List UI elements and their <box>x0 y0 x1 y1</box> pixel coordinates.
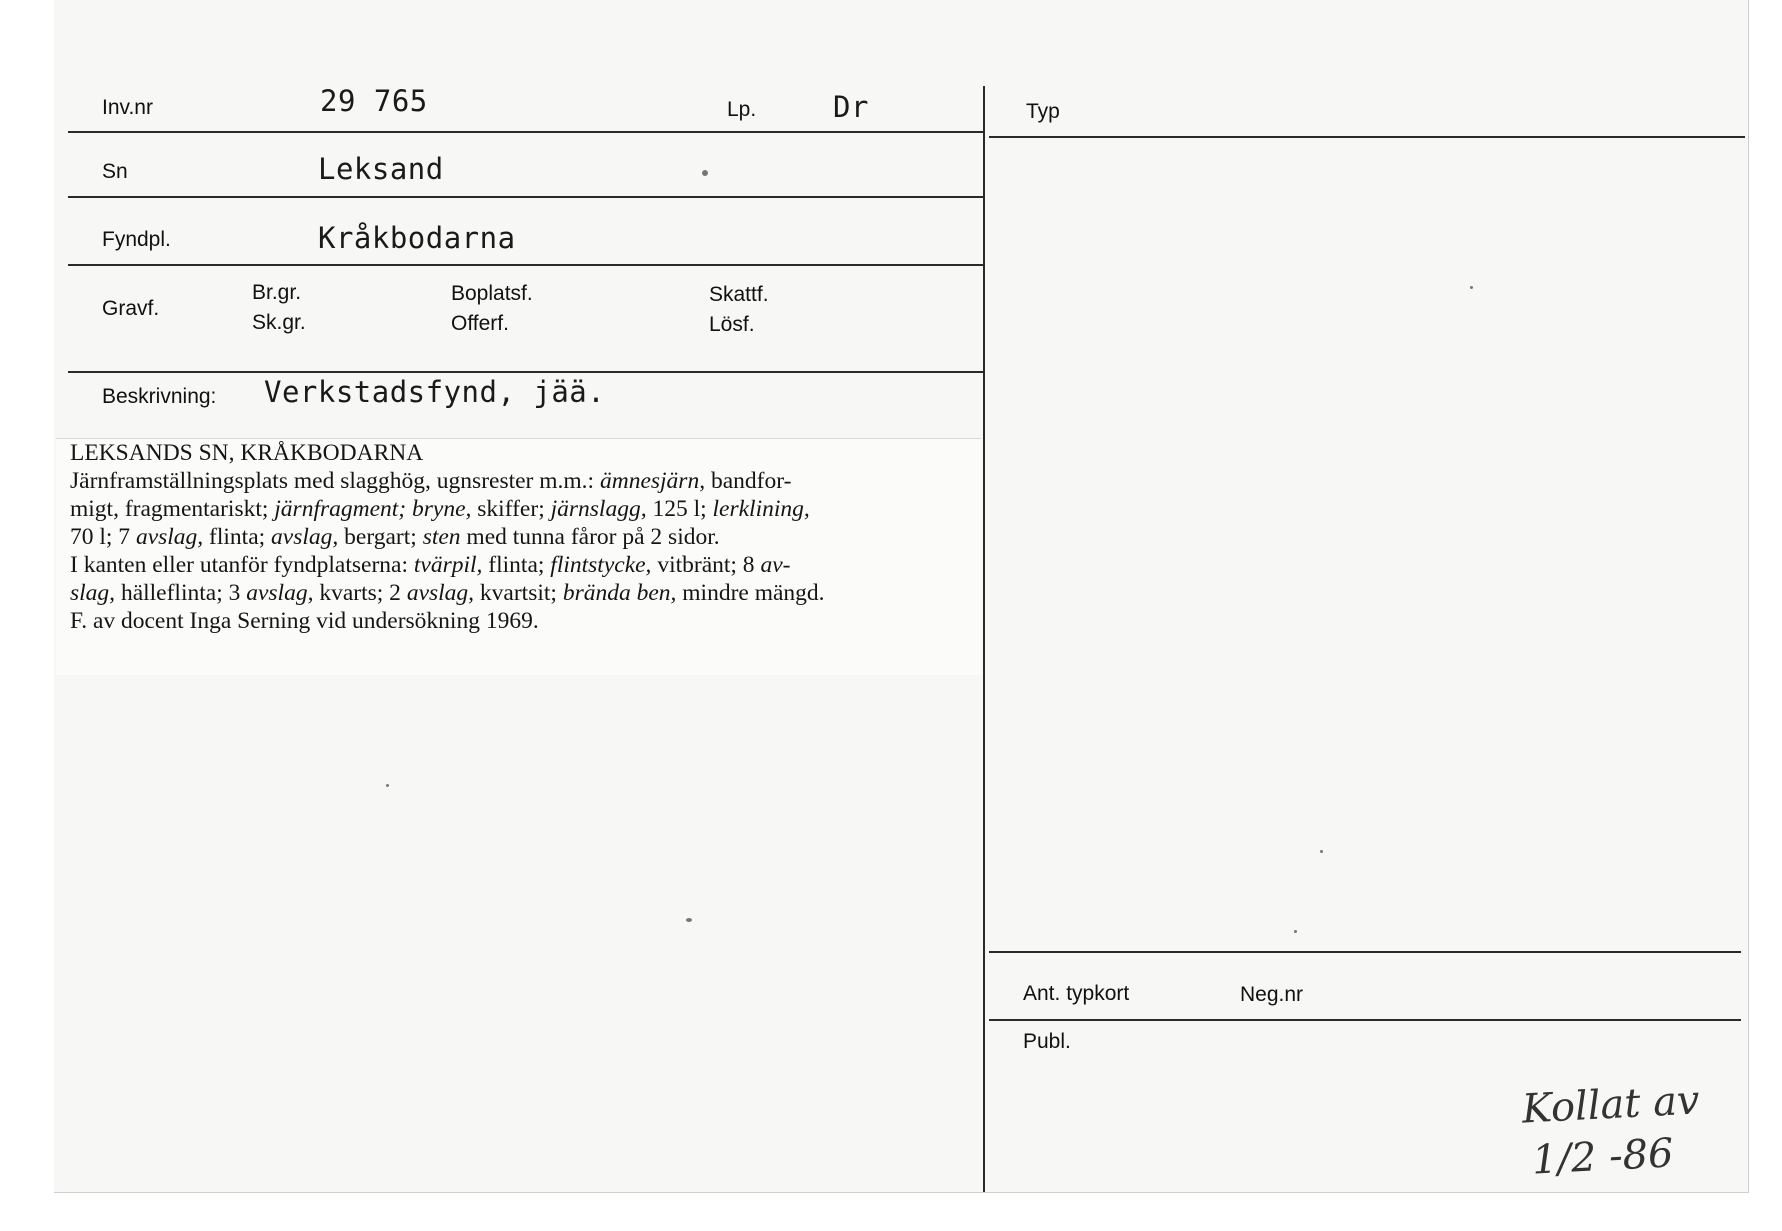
rule-fyndpl <box>68 264 983 266</box>
lp-label: Lp. <box>727 98 757 121</box>
sn-value: Leksand <box>318 152 444 186</box>
typ-label: Typ <box>1026 100 1060 123</box>
losf-label: Lösf. <box>709 313 755 336</box>
slip-line: Järnframställningsplats med slagghög, ugnsrester m.m.: ämnesjärn, bandfor- <box>70 468 792 494</box>
neg-nr-label: Neg.nr <box>1240 983 1304 1006</box>
ant-typkort-label: Ant. typkort <box>1023 982 1130 1005</box>
column-divider <box>983 86 985 1192</box>
rule-ant <box>989 951 1741 953</box>
slip-line: slag, hälleflinta; 3 avslag, kvarts; 2 avslag, kvartsit; brända ben, mindre mängd. <box>70 580 825 606</box>
speck <box>1320 850 1323 853</box>
slip-line: F. av docent Inga Serning vid undersökning 1969. <box>70 608 539 634</box>
brgr-label: Br.gr. <box>252 281 302 304</box>
sn-label: Sn <box>102 160 128 183</box>
rule-gravf <box>68 371 983 373</box>
handwritten-note-line1: Kollat av <box>1520 1077 1701 1133</box>
gravf-label: Gravf. <box>102 297 160 320</box>
beskrivning-label: Beskrivning: <box>102 385 217 408</box>
speck <box>386 784 389 787</box>
inv-nr-label: Inv.nr <box>102 96 153 119</box>
lp-value: Dr <box>833 90 869 124</box>
beskrivning-value: Verkstadsfynd, jää. <box>264 375 606 409</box>
slip-line: 70 l; 7 avslag, flinta; avslag, bergart; sten med tunna fåror på 2 sidor. <box>70 524 720 550</box>
handwritten-note-line2: 1/2 -86 <box>1530 1130 1675 1184</box>
skattf-label: Skattf. <box>709 283 769 306</box>
fyndpl-value: Kråkbodarna <box>318 221 516 255</box>
rule-neg <box>989 1019 1741 1021</box>
speck <box>1294 930 1297 933</box>
speck <box>702 170 708 176</box>
rule-sn <box>68 196 983 198</box>
pasted-description-slip <box>56 438 981 675</box>
offerf-label: Offerf. <box>451 312 509 335</box>
inv-nr-value: 29 765 <box>320 84 428 118</box>
publ-label: Publ. <box>1023 1030 1071 1053</box>
speck <box>1470 286 1473 289</box>
slip-text <box>70 439 970 635</box>
slip-title: LEKSANDS SN, KRÅKBODARNA <box>70 440 424 466</box>
rule-inv <box>68 131 983 133</box>
slip-line: migt, fragmentariskt; järnfragment; bryne, skiffer; järnslagg, 125 l; lerklining, <box>70 496 810 522</box>
rule-typ <box>989 136 1745 138</box>
boplatsf-label: Boplatsf. <box>451 282 533 305</box>
skgr-label: Sk.gr. <box>252 311 306 334</box>
slip-line: I kanten eller utanför fyndplatserna: tvärpil, flinta; flintstycke, vitbränt; 8 av- <box>70 552 791 578</box>
fyndpl-label: Fyndpl. <box>102 228 171 251</box>
speck <box>686 918 692 922</box>
